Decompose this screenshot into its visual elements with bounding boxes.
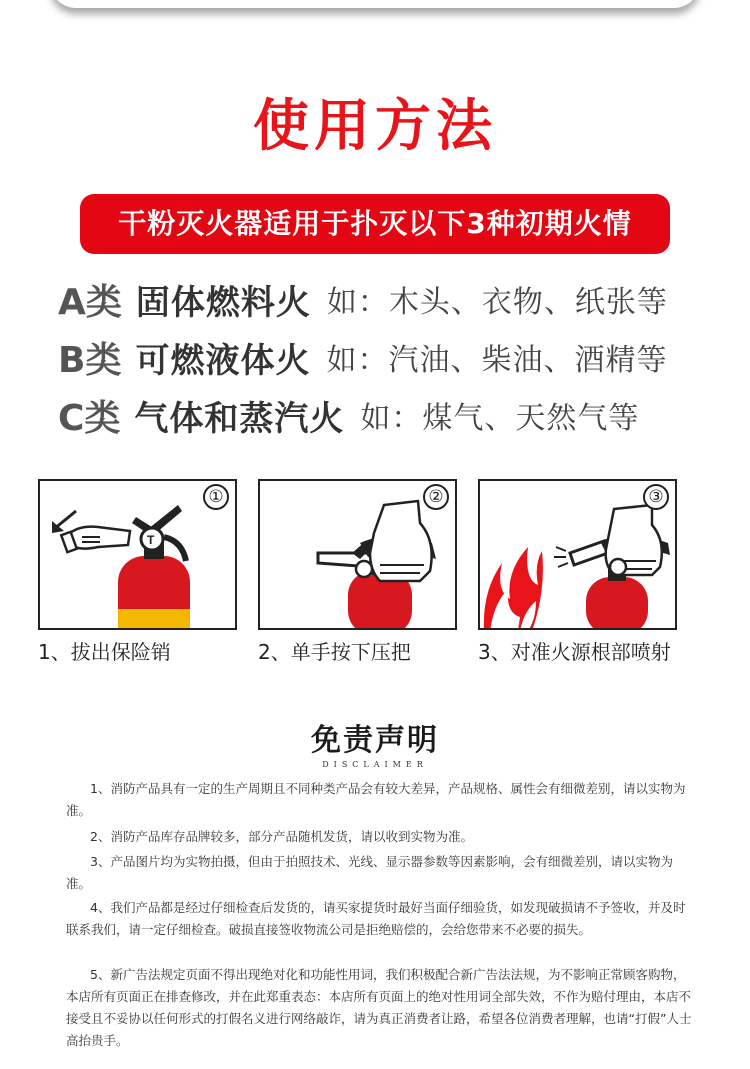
step-number-badge: ① [203,484,229,510]
disclaimer-title: 免责声明 [311,723,439,758]
fire-class-row-a [58,278,668,328]
fire-class-example: 如：汽油、柴油、酒精等 [326,343,668,378]
step-2-caption: 2、单手按下压把 [258,640,411,664]
disclaimer-item: 3、产品图片均为实物拍摄，但由于拍照技术、光线、显示器参数等因素影响，会有细微差别，请以实物为准。 [66,854,673,891]
step-3-illustration [478,479,677,630]
fire-class-example: 如：煤气、天然气等 [360,401,640,436]
fire-class-name: 可燃液体火 [135,341,311,381]
fire-class-label: B类 [58,340,122,381]
disclaimer-subtitle: DISCLAIMER [322,760,428,769]
disclaimer-item: 5、新广告法规定页面不得出现绝对化和功能性用词，我们积极配合新广告法法规，为不影响正常顾客购物，本店所有页面正在排查修改，并在此郑重表态：本店所有页面上的绝对性用词全部失效，不作为赔付理由，本店不接受且不妥协以任何形式的打假名义进行网络敲诈，请为真正消费者让路，希望各位消费者理解，也请“打假”人士高抬贵手。 [66,967,692,1048]
svg-text:T: T [147,533,155,547]
usage-banner: 干粉灭火器适用于扑灭以下3种初期火情 [80,194,670,254]
fire-class-row-c [58,394,639,444]
top-card-edge [50,0,700,8]
step-number-badge: ③ [643,484,669,510]
fire-class-row-b [58,336,667,386]
step-2-illustration [258,479,457,630]
fire-class-name: 固体燃料火 [135,283,311,323]
page-title: 使用方法 [253,94,497,159]
step-number-badge: ② [423,484,449,510]
fire-class-label: A类 [58,282,122,323]
disclaimer-item: 2、消防产品库存品牌较多，部分产品随机发货，请以收到实物为准。 [90,829,473,844]
fire-class-name: 气体和蒸汽火 [134,399,345,439]
disclaimer-item: 4、我们产品都是经过仔细检查后发货的，请买家提货时最好当面仔细验货，如发现破损请不予签收，并及时联系我们，请一定仔细检查。破损直接签收物流公司是拒绝赔偿的，会给您带来不必要的损失。 [66,900,686,937]
disclaimer-item: 1、消防产品具有一定的生产周期且不同种类产品会有较大差异，产品规格、属性会有细微差别，请以实物为准。 [66,781,686,818]
step-1-illustration [38,479,237,630]
step-3-caption: 3、对准火源根部喷射 [478,640,671,664]
fire-class-example: 如：木头、衣物、纸张等 [326,285,668,320]
step-1-caption: 1、拔出保险销 [38,640,171,664]
fire-class-label: C类 [58,398,121,439]
